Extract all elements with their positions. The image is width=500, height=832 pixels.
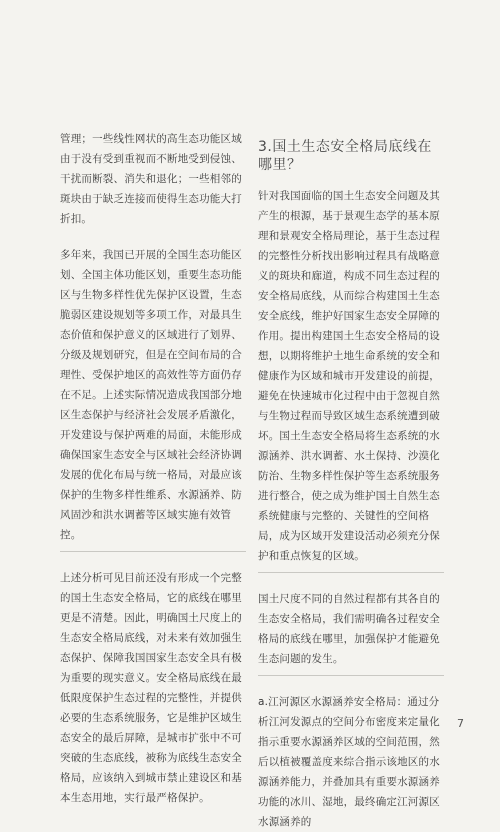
right-paragraph-1: 针对我国面临的国土生态安全问题及其产生的根源，基于景观生态学的基本原理和景观安全格局理论，基于生态过程的完整性分析找出影响过程具有战略意义的斑块和廊道，构成不同生态过程的安全格局底线，从而综合构建国土生态安全底线，维护好国家生态安全屏障的作用。提出构建国土生态安全格局的设想，以期将维护土地生命系统的安全和健康作为区域和城市开发建设的前提，避免在快速城市化过程中由于忽视自然与生物过程而导致区域生态系统遭到破坏。国土生态安全格局将生态系统的水源涵养、洪水调蓄、水土保持、沙漠化防治、生物多样性保护等生态系统服务进行整合，使之成为维护国土自然生态系统健康与完整的、关键性的空间格局，成为区域开发建设活动必须充分保护和重点恢复的区域。 [258,190,440,562]
right-paragraph-3: a.江河源区水源涵养安全格局：通过分析江河发源点的空间分布密度来定量化指示重要水源涵养区域的空间范围，然后以植被覆盖度来综合指示该地区的水源涵养能力，并叠加具有重要水源涵养功能的冰川、湿地，最终确定江河源区水源涵养的 [258,696,440,828]
left-paragraph-1: 管理；一些线性网状的高生态功能区域由于没有受到重视而不断地受到侵蚀、干扰而断裂、消失和退化；一些相邻的斑块由于缺乏连接而使得生态功能大打折扣。 [60,133,242,225]
left-column [60,129,246,808]
page-number: 7 [457,717,464,730]
divider-rule [60,551,246,552]
right-column [258,138,444,832]
left-paragraph-3: 上述分析可见目前还没有形成一个完整的国土生态安全格局，它的底线在哪里更是不清楚。因此，明确国土尺度上的生态安全格局底线，对未来有效加强生态保护、保障我国国家生态安全具有极为重要的现实意义。安全格局底线在最低限度保护生态过程的完整性，并提供必要的生态系统服务，它是维护区域生态安全的最后屏障，是城市扩张中不可突破的生态底线，被称为底线生态安全格局，应该纳入到城市禁止建设区和基本生态用地，实行最严格保护。 [60,572,242,804]
right-paragraph-2: 国土尺度不同的自然过程都有其各自的生态安全格局，我们需明确各过程安全格局的底线在哪里，加强保护才能避免生态问题的发生。 [258,593,440,665]
section-heading: 3.国土生态安全格局底线在哪里？ [258,139,432,173]
divider-rule [258,675,444,676]
left-paragraph-2: 多年来，我国已开展的全国生态功能区划、全国主体功能区划，重要生态功能区与生物多样性优先保护区设置，生态脆弱区建设规划等多项工作，对最具生态价值和保护意义的区域进行了划界、分级及规划研究，但是在空间布局的合理性、受保护地区的高效性等方面仍存在不足。上述实际情况造成我国部分地区生态保护与经济社会发展矛盾激化，开发建设与保护两难的局面，未能形成确保国家生态安全与区域社会经济协调发展的优化布局与统一格局，对最应该保护的生物多样性维系、水源涵养、防风固沙和洪水调蓄等区域实施有效管控。 [60,249,242,541]
divider-rule [258,572,444,573]
